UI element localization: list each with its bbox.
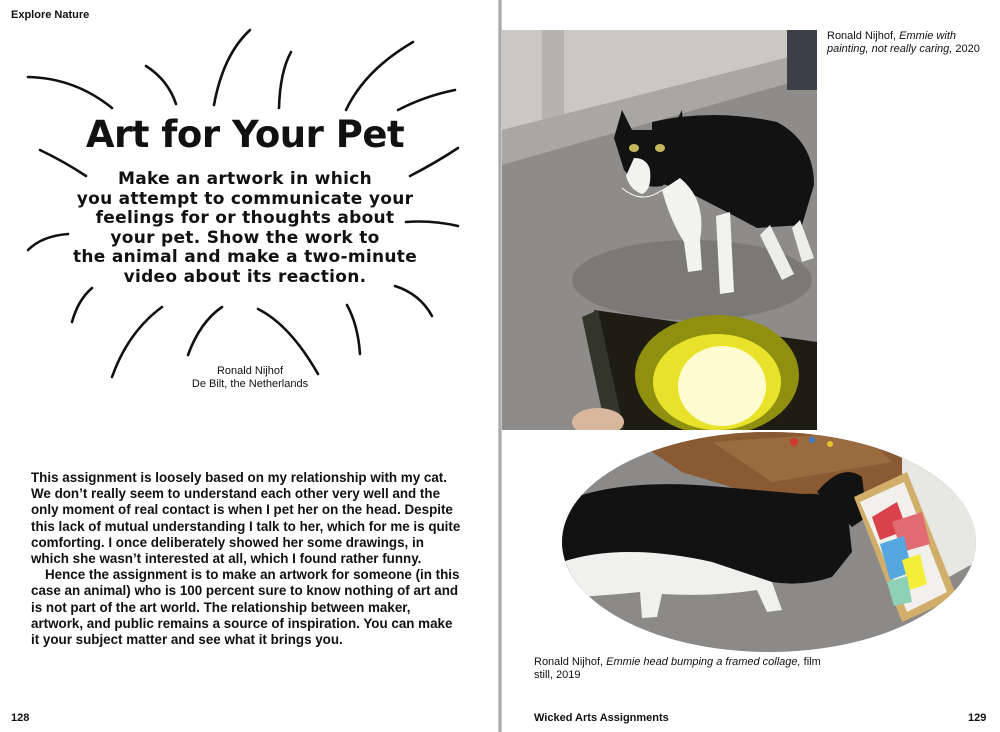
- assignment-statement: [60, 170, 430, 288]
- caption-year: 2020: [955, 43, 980, 55]
- caption-author: Ronald Nijhof,: [534, 656, 604, 668]
- body-paragraph: Hence the assignment is to make an artwork for someone (in this case an animal) who is 100 percent sure to know nothing of art and is not part of the art world. The relationship between maker, artwork, and public remains a source of inspiration. You can make it your subject matter and see what it brings you.: [31, 567, 460, 648]
- caption-author: Ronald Nijhof,: [827, 30, 897, 42]
- assignment-line: video about its reaction.: [123, 266, 367, 287]
- author-name: Ronald Nijhof: [216, 365, 284, 377]
- assignment-line: Make an artwork in which: [117, 169, 372, 189]
- photo-cat-with-collage: [562, 432, 976, 652]
- left-page: [0, 0, 498, 732]
- body-paragraph: This assignment is loosely based on my relationship with my cat. We don’t really seem to understand each other very well and the only moment of real contact is when I pet her on the head. Despite this lack of mutual understanding I talk to her, which for me is quite comforting. I once deliberately showed her some drawings, in which she wasn’t interested at all, which I found rather funny.: [31, 470, 461, 567]
- assignment-line: you attempt to communicate your: [76, 188, 414, 209]
- assignment-line: your pet. Show the work to: [110, 227, 380, 248]
- author-location: De Bilt, the Netherlands: [191, 378, 309, 390]
- right-page: [502, 0, 1000, 732]
- assignment-line: the animal and make a two-minute: [72, 247, 418, 268]
- assignment-title: Art for Your Pet: [85, 113, 405, 156]
- body-text: [31, 470, 461, 648]
- photo-cat-with-painting: [502, 30, 817, 430]
- caption-title: Emmie with painting, not really caring,: [827, 30, 956, 55]
- running-head: Explore Nature: [11, 9, 90, 21]
- photo-caption-top: [827, 30, 992, 56]
- caption-title: Emmie head bumping a framed collage,: [606, 656, 801, 668]
- assignment-line: feelings for or thoughts about: [95, 208, 395, 229]
- running-foot: Wicked Arts Assignments: [534, 712, 669, 724]
- page-number-right: 129: [968, 712, 987, 724]
- photo-caption-bottom: [534, 656, 834, 682]
- page-number-left: 128: [11, 712, 30, 724]
- author-byline: [150, 365, 350, 391]
- caption-detail: film still, 2019: [534, 656, 821, 681]
